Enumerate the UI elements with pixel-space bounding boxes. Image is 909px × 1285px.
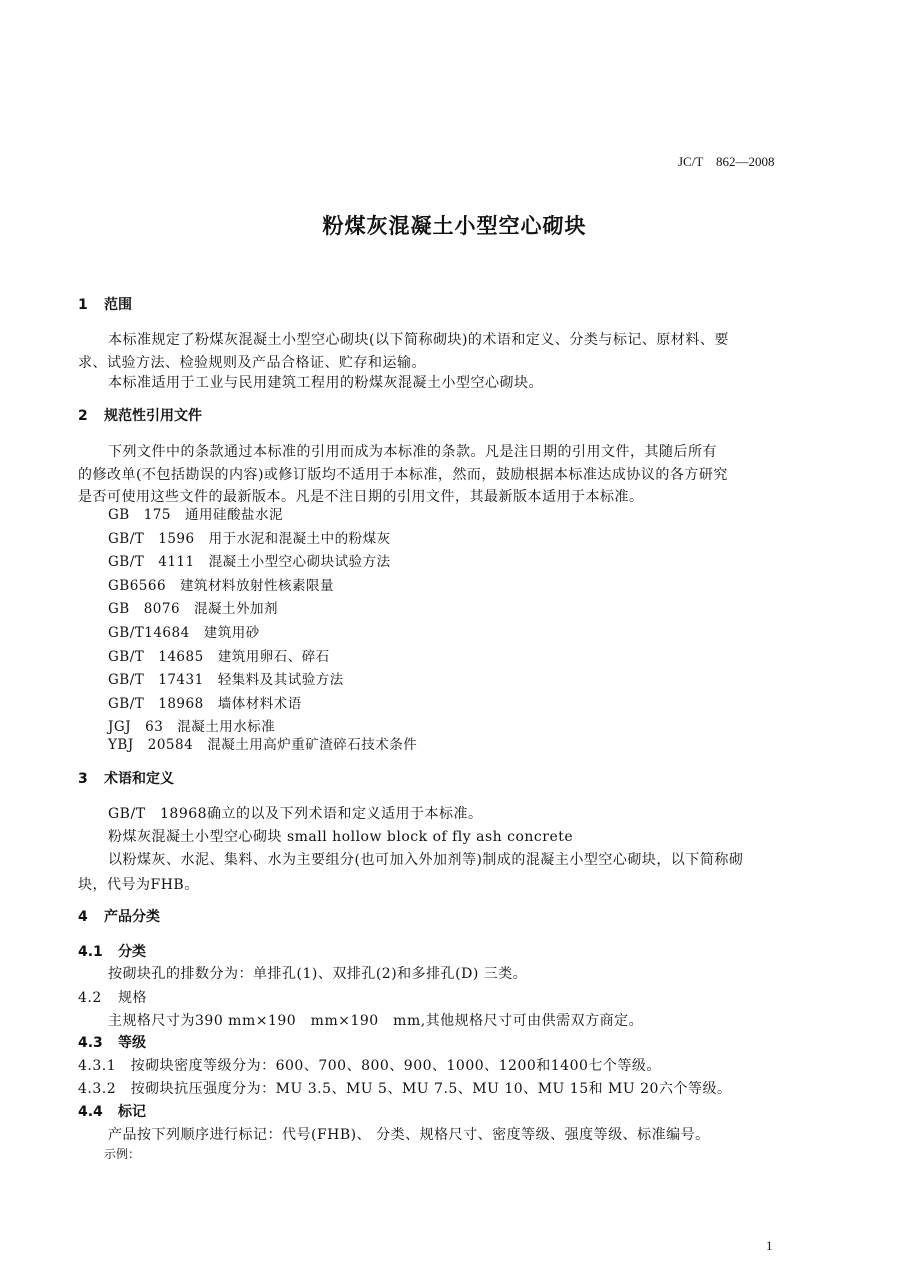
section-title: 产品分类: [104, 909, 160, 925]
subsection-number: 4.4: [78, 1104, 103, 1120]
section-title: 规范性引用文件: [104, 408, 202, 424]
reference-item: GB 8076 混凝土外加剂: [108, 601, 279, 617]
subsection-title: 规格: [118, 990, 147, 1006]
subsection-4-4-heading: [78, 1101, 146, 1121]
s1-paragraph-line: 本标准适用于工业与民用建筑工程用的粉煤灰混凝土小型空心砌块。: [108, 375, 543, 391]
s3-paragraph-line: GB/T 18968确立的以及下列术语和定义适用于本标准。: [108, 806, 483, 822]
section-number: 4: [78, 909, 88, 925]
s1-paragraph-line: 求、试验方法、检验规则及产品合格证、贮存和运输。: [78, 355, 426, 371]
standard-code: JC/T 862—2008: [678, 154, 775, 169]
document-title: 粉煤灰混凝土小型空心砌块: [322, 214, 587, 238]
section-2-heading: [78, 405, 202, 425]
clause-4-3-2: 4.3.2 按砌块抗压强度分为：MU 3.5、MU 5、MU 7.5、MU 10、MU 15和 MU 20六个等级。: [78, 1081, 732, 1097]
subsection-number: 4.3: [78, 1035, 103, 1051]
section-number: 3: [78, 771, 88, 787]
reference-item: JGJ 63 混凝土用水标准: [108, 719, 276, 735]
reference-item: GB/T 14685 建筑用卵石、碎石: [108, 649, 330, 665]
reference-item: GB/T 1596 用于水泥和混凝土中的粉煤灰: [108, 531, 391, 547]
section-title: 范围: [104, 297, 132, 313]
subsection-4-3-heading: [78, 1032, 146, 1052]
section-title: 术语和定义: [104, 771, 174, 787]
reference-item: YBJ 20584 混凝土用高炉重矿渣碎石技术条件: [108, 737, 418, 753]
subsection-4-2-heading: [78, 987, 147, 1007]
subsection-text: 产品按下列顺序进行标记：代号(FHB)、 分类、规格尺寸、密度等级、强度等级、标准编号。: [108, 1127, 710, 1143]
section-number: 1: [78, 297, 88, 313]
subsection-number: 4.1: [78, 944, 103, 960]
section-1-heading: [78, 294, 132, 314]
term-definition-line: 块，代号为FHB。: [78, 877, 199, 893]
term-definition-line: 以粉煤灰、水泥、集料、水为主要组分(也可加入外加剂等)制成的混凝主小型空心砌块，以下简称砌: [108, 852, 744, 868]
term-name: 粉煤灰混凝土小型空心砌块 small hollow block of fly ash concrete: [108, 829, 574, 845]
reference-item: GB/T14684 建筑用砂: [108, 625, 260, 641]
s2-paragraph-line: 下列文件中的条款通过本标准的引用而成为本标准的条款。凡是注日期的引用文件，其随后所有: [108, 444, 717, 460]
s1-paragraph-line: 本标准规定了粉煤灰混凝土小型空心砌块(以下简称砌块)的术语和定义、分类与标记、原材料、要: [108, 332, 729, 348]
clause-4-3-1: 4.3.1 按砌块密度等级分为：600、700、800、900、1000、1200和1400七个等级。: [78, 1058, 661, 1074]
subsection-title: 标记: [118, 1104, 146, 1120]
s2-paragraph-line: 的修改单(不包括勘误的内容)或修订版均不适用于本标准，然而，鼓励根据本标准达成协议的各方研究: [78, 467, 728, 483]
subsection-title: 分类: [118, 944, 146, 960]
subsection-number: 4.2: [78, 990, 102, 1006]
subsection-text: 按砌块孔的排数分为：单排孔(1)、双排孔(2)和多排孔(D) 三类。: [108, 966, 528, 982]
subsection-text: 主规格尺寸为390 mm×190 mm×190 mm,其他规格尺寸可由供需双方商定。: [108, 1013, 644, 1029]
section-3-heading: [78, 768, 174, 788]
subsection-title: 等级: [118, 1035, 146, 1051]
subsection-4-1-heading: [78, 941, 146, 961]
reference-item: GB/T 18968 墙体材料术语: [108, 696, 302, 712]
s2-paragraph-line: 是否可使用这些文件的最新版本。凡是不注日期的引用文件，其最新版本适用于本标准。: [78, 489, 644, 505]
section-number: 2: [78, 408, 88, 424]
reference-item: GB 175 通用硅酸盐水泥: [108, 507, 283, 523]
page-number: 1: [766, 1238, 773, 1253]
reference-item: GB6566 建筑材料放射性核素限量: [108, 578, 335, 594]
reference-item: GB/T 17431 轻集料及其试验方法: [108, 672, 344, 688]
example-label: 示例：: [104, 1147, 141, 1161]
reference-item: GB/T 4111 混凝土小型空心砌块试验方法: [108, 554, 391, 570]
section-4-heading: [78, 906, 160, 926]
